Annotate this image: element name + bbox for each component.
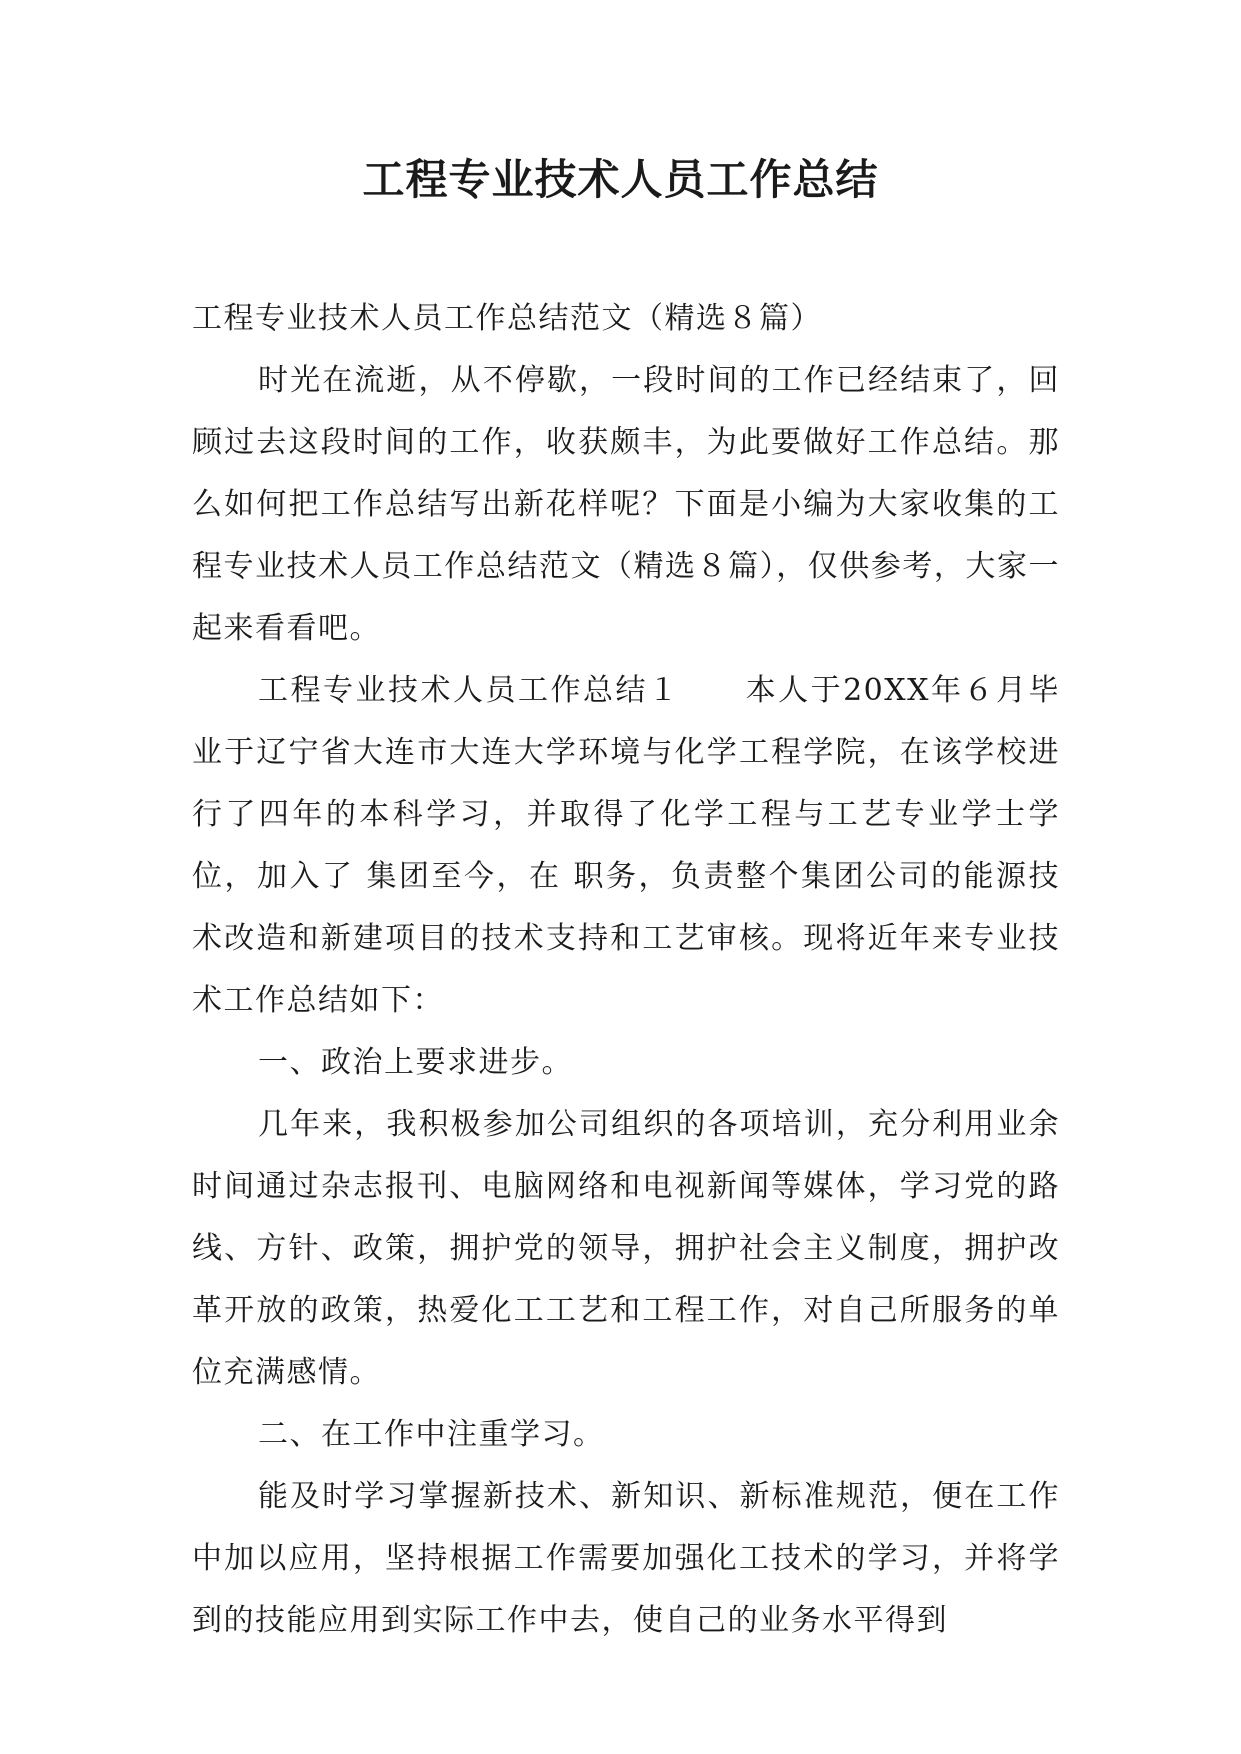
document-body	[192, 288, 1060, 1652]
section-heading-politics: 一、政治上要求进步。	[258, 1045, 573, 1080]
intro-paragraph: 时光在流逝，从不停歇，一段时间的工作已经结束了，回顾过去这段时间的工作，收获颇丰，为此要做好工作总结。那么如何把工作总结写出新花样呢？下面是小编为大家收集的工程专业技术人员工作总结范文（精选８篇），仅供参考，大家一起来看看吧。	[192, 363, 1060, 646]
document-title: 工程专业技术人员工作总结	[362, 155, 879, 204]
learning-paragraph: 能及时学习掌握新技术、新知识、新标准规范，便在工作中加以应用，坚持根据工作需要加强化工技术的学习，并将学到的技能应用到实际工作中去，使自己的业务水平得到	[192, 1479, 1060, 1638]
summary-1-paragraph: 工程专业技术人员工作总结１ 本人于20XX年６月毕业于辽宁省大连市大连大学环境与化学工程学院，在该学校进行了四年的本科学习，并取得了化学工程与工艺专业学士学位，加入了 集团至今，在 职务，负责整个集团公司的能源技术改造和新建项目的技术支持和工艺审核。现将近年来专业技术工作总结如下：	[192, 673, 1060, 1018]
subtitle-paragraph: 工程专业技术人员工作总结范文（精选８篇）	[192, 301, 822, 336]
politics-paragraph: 几年来，我积极参加公司组织的各项培训，充分利用业余时间通过杂志报刊、电脑网络和电视新闻等媒体，学习党的路线、方针、政策，拥护党的领导，拥护社会主义制度，拥护改革开放的政策，热爱化工工艺和工程工作，对自己所服务的单位充满感情。	[192, 1107, 1060, 1390]
section-heading-learning: 二、在工作中注重学习。	[258, 1417, 605, 1452]
